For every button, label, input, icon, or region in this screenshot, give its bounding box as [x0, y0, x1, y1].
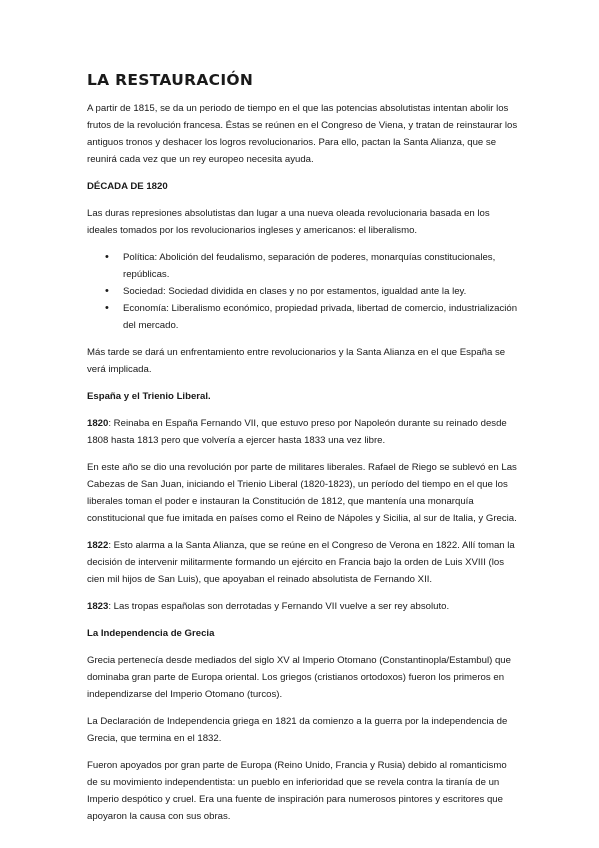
year-1822: 1822 — [87, 540, 109, 551]
bullet-item-economia: • Economía: Liberalismo económico, propiedad privada, libertad de comercio, industrialización del mercado. — [123, 300, 519, 334]
grecia-paragraph-2: La Declaración de Independencia griega en 1821 da comienzo a la guerra por la independencia de Grecia, que termina en el 1832. — [87, 716, 508, 744]
grecia-paragraph-3: Fueron apoyados por gran parte de Europa (Reino Unido, Francia y Rusia) debido al romanticismo de su movimiento independentista: un pueblo en inferioridad que se revela contra la tiranía de un Imperio despótico y cruel. Era una fuente de inspiración para numerosos pintores y escritores que apoyaron la causa con sus obras. — [87, 760, 507, 822]
paragraph-1823-text: : Las tropas españolas son derrotadas y Fernando VII vuelve a ser rey absoluto. — [108, 601, 450, 612]
paragraph-1822 — [87, 537, 519, 588]
year-1823: 1823 — [87, 601, 109, 612]
grecia-paragraph-1: Grecia pertenecía desde mediados del siglo XV al Imperio Otomano (Constantinopla/Estambul) que dominaba gran parte de Europa oriental. Los griegos (cristianos ortodoxos) fueron los primeros en independizarse del Imperio Otomano (turcos). — [87, 655, 511, 700]
liberalism-bullet-list — [87, 249, 519, 334]
paragraph-1822-text: : Esto alarma a la Santa Alianza, que se reúne en el Congreso de Verona en 1822. Allí toman la decisión de intervenir militarmente formando un ejército en Francia bajo la orden de Luis XVIII (los cien mil hijos de San Luis), que apoyaban el reinado absolutista de Fernando XII. — [87, 540, 515, 585]
paragraph-1820 — [87, 415, 519, 449]
paragraph-1820-text: : Reinaba en España Fernando VII, que estuvo preso por Napoleón durante su reinado desde 1808 hasta 1813 pero que volvería a ejercer hasta 1833 una vez libre. — [87, 418, 507, 446]
section-heading-trienio-liberal: España y el Trienio Liberal. — [87, 391, 211, 402]
paragraph-1823 — [87, 598, 519, 615]
year-1820: 1820 — [87, 418, 109, 429]
riego-paragraph: En este año se dio una revolución por parte de militares liberales. Rafael de Riego se sublevó en Las Cabezas de San Juan, iniciando el Trienio Liberal (1820-1823), un período del tiempo en el que los liberales toman el poder e instauran la Constitución de 1812, que mantenía una monarquía constitucional que fue imitada en países como el Reino de Nápoles y Sicilia, al sur de Italia, y Grecia. — [87, 462, 517, 524]
liberalism-paragraph: Las duras represiones absolutistas dan lugar a una nueva oleada revolucionaria basada en los ideales tomados por los revolucionarios ingleses y americanos: el liberalismo. — [87, 208, 490, 236]
page-title: LA RESTAURACIÓN — [87, 71, 254, 89]
confrontation-paragraph: Más tarde se dará un enfrentamiento entre revolucionarios y la Santa Alianza en el que España se verá implicada. — [87, 347, 506, 375]
intro-paragraph: A partir de 1815, se da un periodo de tiempo en el que las potencias absolutistas intentan abolir los frutos de la revolución francesa. Éstas se reúnen en el Congreso de Viena, y tratan de reinstaurar los antiguos tronos y deshacer los logros revolucionarios. Para ello, pactan la Santa Alianza, que se reunirá cada vez que un rey europeo necesita ayuda. — [87, 103, 518, 165]
section-heading-decada-1820: DÉCADA DE 1820 — [87, 181, 168, 192]
bullet-item-sociedad: • Sociedad: Sociedad dividida en clases y no por estamentos, igualdad ante la ley. — [123, 283, 519, 300]
bullet-item-politica: • Política: Abolición del feudalismo, separación de poderes, monarquías constitucionales, repúblicas. — [123, 249, 519, 283]
section-heading-grecia: La Independencia de Grecia — [87, 628, 215, 639]
